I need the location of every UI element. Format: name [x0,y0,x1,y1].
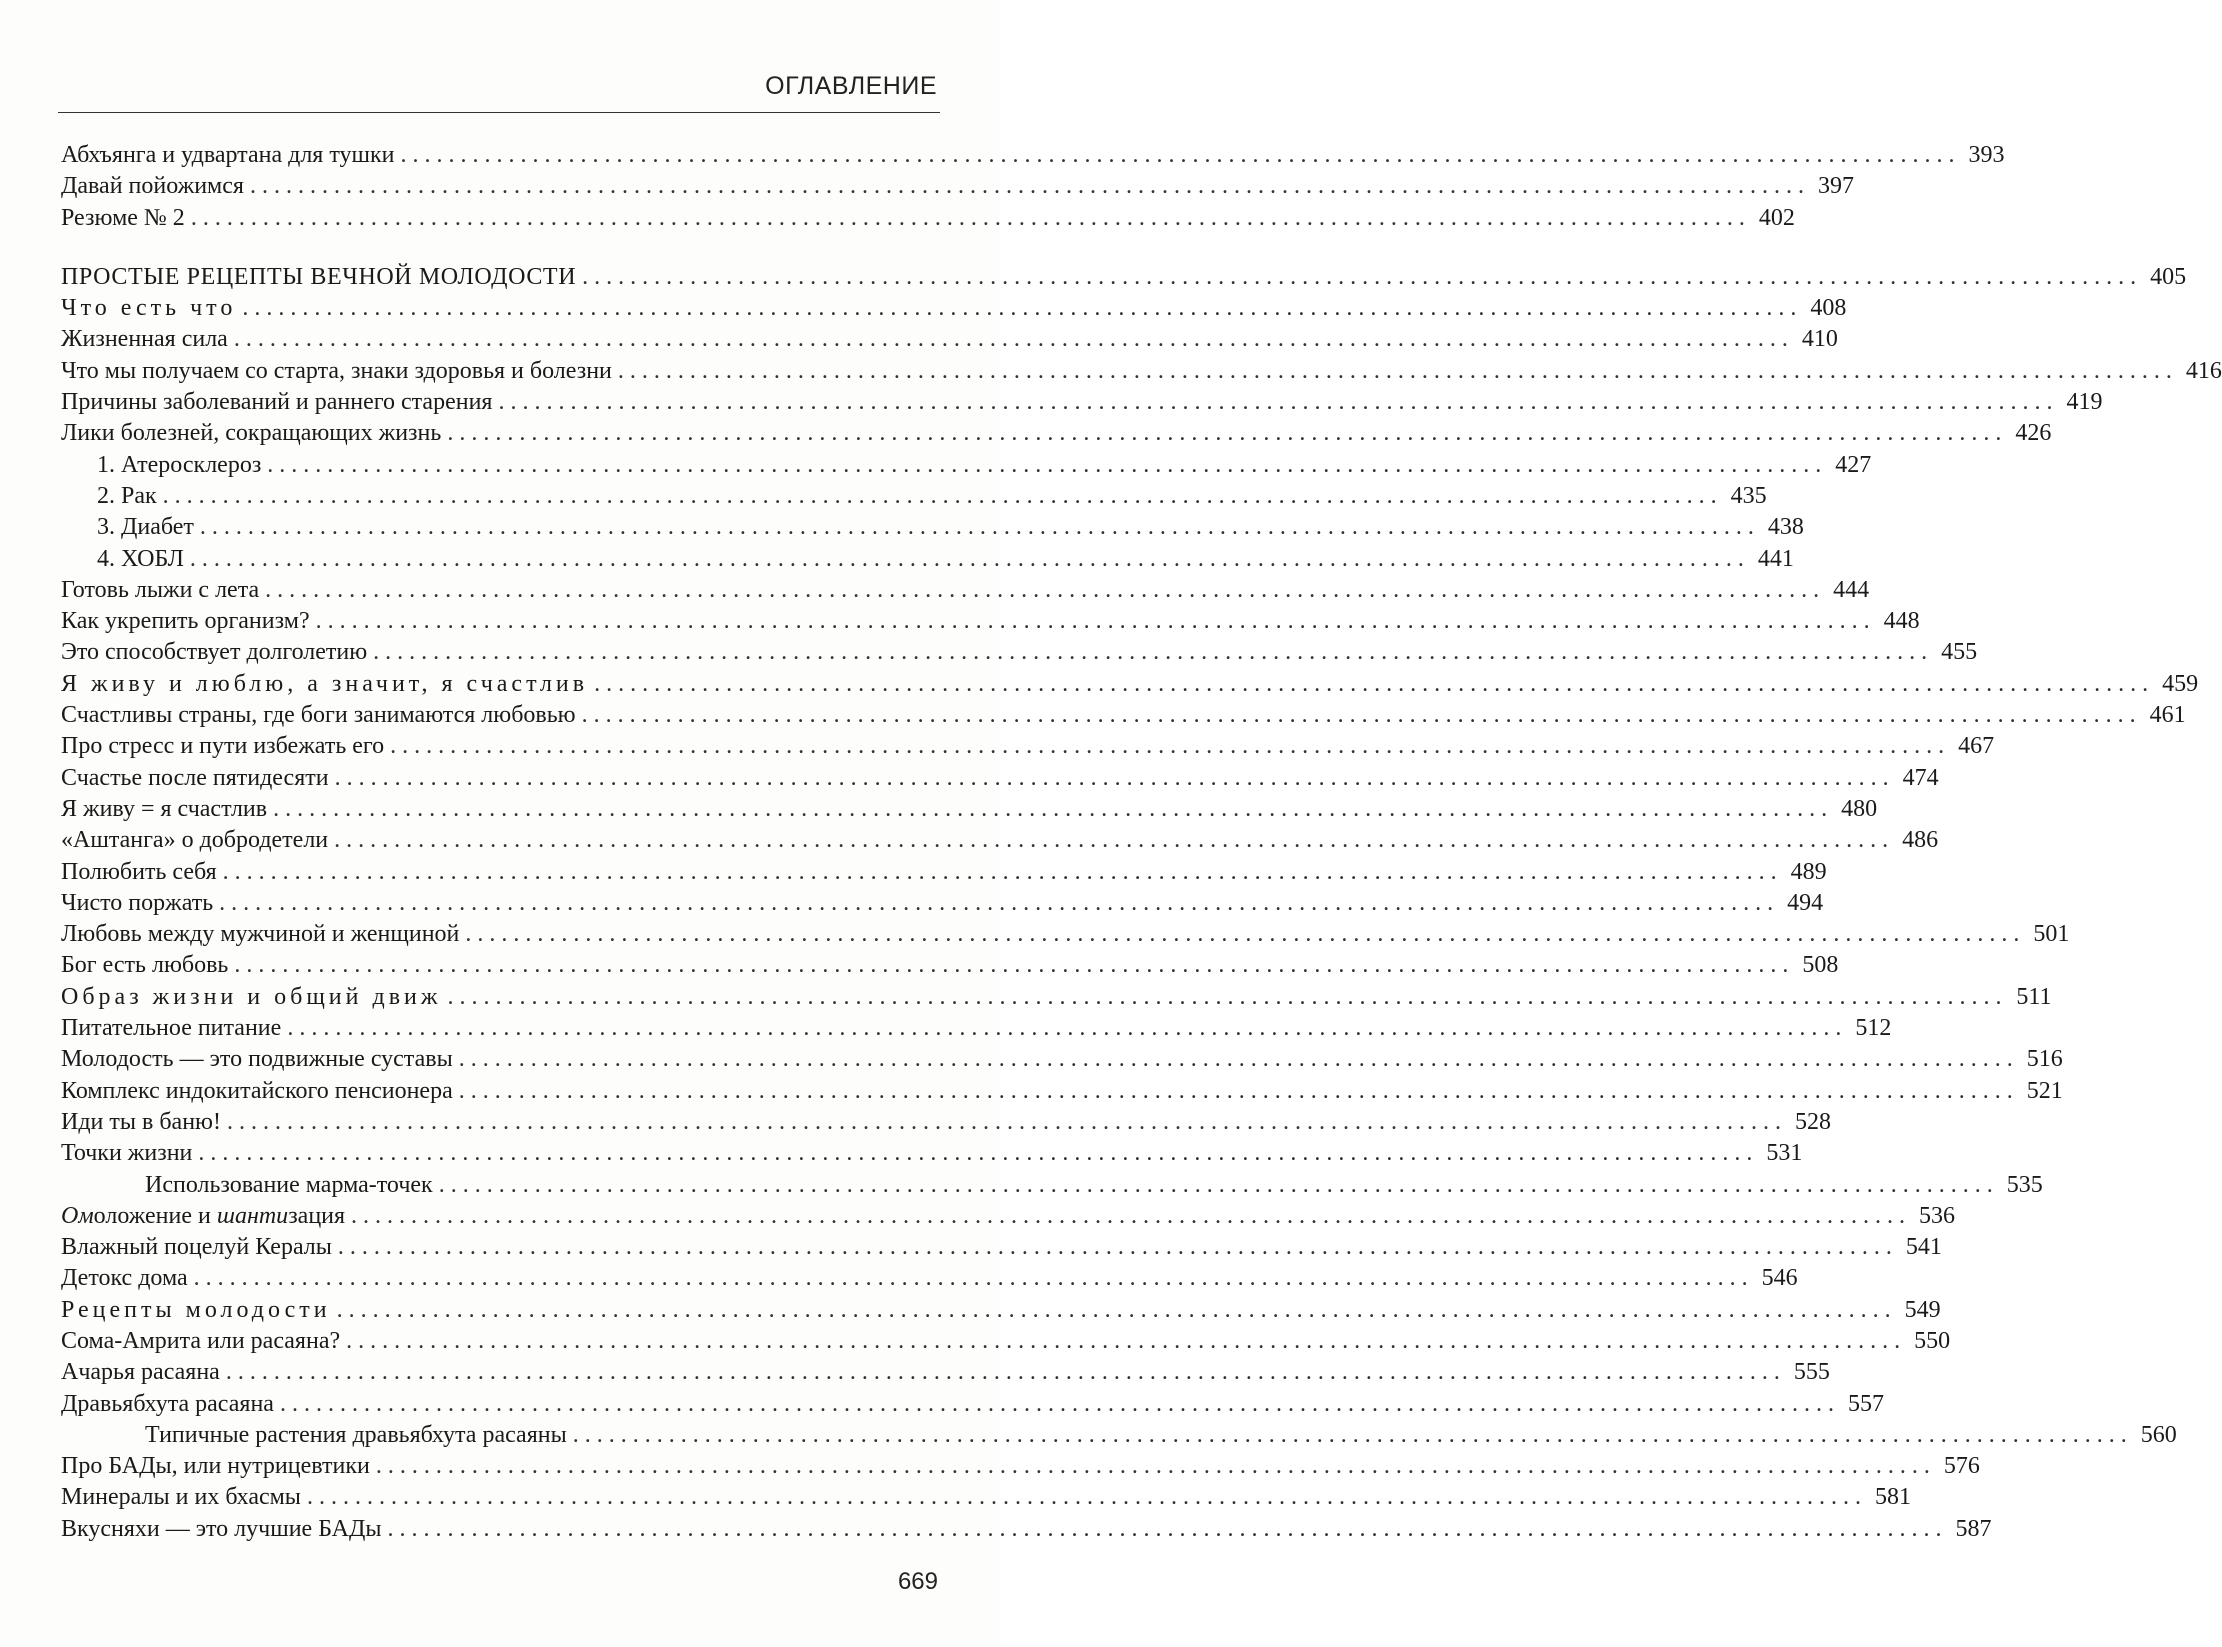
toc-entry-page: 441 [1757,545,1794,572]
toc-entry-page: 397 [1817,173,1854,200]
toc-leader-dots [459,1044,2013,1075]
toc-entry[interactable] [61,857,1827,888]
toc-entry-page: 408 [1810,295,1847,322]
toc-leader-dots [465,919,2019,950]
toc-entry-title: Чисто поржать [61,889,214,916]
toc-leader-dots [390,731,1944,762]
toc-leader-dots [573,1420,2127,1451]
toc-entry-title: Влажный поцелуй Кералы [61,1234,332,1261]
toc-entry[interactable] [61,418,2052,449]
toc-title-part: зация [288,1202,346,1229]
toc-leader-dots [447,418,2001,449]
toc-entry-page: 516 [2026,1046,2063,1073]
toc-entry[interactable] [61,982,2052,1013]
toc-entry-page: 402 [1758,204,1795,231]
toc-entry-title: Сома-Амрита или расаяна? [61,1327,341,1354]
toc-entry-page: 405 [2150,263,2187,290]
toc-entry-title: Счастливы страны, где боги занимаются любовью [61,702,576,729]
toc-leader-dots [163,481,1717,512]
toc-entry-page: 550 [1914,1327,1951,1354]
toc-entry-page: 410 [1801,326,1838,353]
toc-section-heading[interactable] [61,262,2187,293]
toc-leader-dots [242,293,1796,324]
toc-leader-dots [338,1232,1892,1263]
toc-entry-title: Это способствует долголетию [61,639,368,666]
toc-entry[interactable] [61,1389,1884,1420]
toc-entry[interactable] [61,1357,1830,1388]
toc-entry-page: 486 [1902,827,1939,854]
toc-entry-page: 461 [2149,702,2186,729]
toc-leader-dots [337,1295,1891,1326]
toc-entry-page: 521 [2026,1077,2063,1104]
toc-leader-dots [191,203,1745,234]
toc-entry-page: 455 [1941,639,1978,666]
toc-entry[interactable] [61,1107,1831,1138]
toc-entry[interactable] [61,1263,1798,1294]
toc-entry[interactable] [61,1514,1992,1545]
toc-leader-dots [582,262,2136,293]
toc-entry-title: Про БАДы, или нутрицевтики [61,1453,370,1480]
toc-entry-page: 474 [1902,764,1939,791]
toc-leader-dots [287,1013,1841,1044]
toc-entry-title: Абхъянга и удвартана для тушки [61,142,395,168]
toc-entry[interactable] [61,1076,2063,1107]
running-title: ОГЛАВЛЕНИЕ [765,72,937,100]
toc-entry-title: Про стресс и пути избежать его [61,733,385,760]
toc-entry-title: Жизненная сила [61,326,228,353]
toc-entry-title [61,1201,345,1232]
toc-entry[interactable] [61,1013,1892,1044]
toc-leader-dots [335,763,1889,794]
toc-title-italic-part: Ом [61,1202,94,1229]
toc-entry-title: Что мы получаем со старта, знаки здоровья и болезни [61,357,612,384]
toc-leader-dots [307,1482,1861,1513]
toc-entry-page: 480 [1841,795,1878,822]
toc-leader-dots [459,1076,2013,1107]
toc-leader-dots [439,1170,1993,1201]
toc-entry-page: 459 [2162,670,2199,697]
toc-entry-title: «Аштанга» о добродетели [61,827,329,854]
toc-entry-title: Причины заболеваний и раннего старения [61,389,493,416]
toc-entry-title: Лики болезней, сокращающих жизнь [61,420,442,447]
toc-leader-dots [250,171,1804,202]
toc-leader-dots [447,982,2001,1013]
toc-entry-page: 549 [1904,1296,1941,1323]
toc-leader-dots [200,512,1754,543]
toc-title-part: оложение и [93,1202,217,1229]
toc-entry-title: Я живу и люблю, а значит, я счастлив [61,670,589,697]
toc-subentry[interactable] [61,481,1767,512]
toc-entry-page: 419 [2066,389,2103,416]
toc-entry-title: Вкусняхи — это лучшие БАДы [61,1515,382,1542]
toc-leader-dots [618,356,2172,387]
toc-entry-title: Комплекс индокитайского пенсионера [61,1077,453,1104]
toc-entry-title: Давай пойожимся [61,173,244,200]
toc-entry-title: Образ жизни и общий движ [61,983,442,1010]
toc-entry-page: 531 [1766,1140,1803,1167]
toc-entry-title: Бог есть любовь [61,952,229,979]
toc-leader-dots [226,1357,1780,1388]
toc-entry-page: 438 [1767,514,1804,541]
toc-entry-title: 3. Диабет [97,514,194,541]
toc-entry-page: 467 [1958,733,1995,760]
toc-entry[interactable] [61,888,1824,919]
toc-entry-page: 448 [1883,608,1920,635]
toc-leader-dots [265,575,1819,606]
toc-entry[interactable] [61,1138,1803,1169]
toc-entry-page: 576 [1943,1453,1980,1480]
toc-entry[interactable] [61,825,1939,856]
toc-entry[interactable] [61,919,2070,950]
toc-entry-title: Точки жизни [61,1140,193,1167]
toc-entry-page: 536 [1919,1202,1956,1229]
toc-entry-title: Иди ты в баню! [61,1108,221,1135]
toc-entry-title: Полюбить себя [61,858,217,885]
toc-entry[interactable] [61,637,1978,668]
toc-entry-page: 508 [1802,952,1839,979]
toc-entry-page: 546 [1761,1265,1798,1292]
toc-entry-page: 489 [1790,858,1827,885]
toc-entry-page: 426 [2015,420,2052,447]
toc-entry-page: 511 [2016,983,2052,1010]
page-number: 669 [897,1568,938,1595]
toc-entry[interactable] [61,203,1795,234]
toc-entry-title: Как укрепить организм? [61,608,310,635]
toc-leader-dots [373,637,1927,668]
table-of-contents [61,140,2222,1545]
toc-leader-dots [234,950,1788,981]
toc-subentry[interactable] [61,1420,2177,1451]
toc-entry[interactable] [61,794,1878,825]
toc-entry-title: Ачарья расаяна [61,1359,220,1386]
toc-leader-dots [273,794,1827,825]
toc-entry[interactable] [61,700,2186,731]
toc-subentry[interactable] [61,512,1804,543]
toc-leader-dots [194,1263,1748,1294]
toc-entry-title: 1. Атеросклероз [97,451,262,478]
toc-entry-title: Что есть что [61,295,237,322]
toc-entry-page: 501 [2033,921,2070,948]
toc-entry-page: 435 [1730,482,1767,509]
toc-leader-dots [280,1389,1834,1420]
toc-leader-dots [376,1451,1930,1482]
toc-subentry[interactable] [61,450,1872,481]
toc-entry-title: Минералы и их бхасмы [61,1484,301,1511]
toc-entry-page: 528 [1794,1108,1831,1135]
toc-title-italic-part: шанти [216,1202,289,1229]
toc-entry-page: 557 [1847,1390,1884,1417]
toc-leader-dots [234,324,1788,355]
toc-entry[interactable] [61,1326,1951,1357]
toc-entry-page: 587 [1955,1515,1992,1542]
toc-entry-title: Резюме № 2 [61,204,185,231]
toc-leader-dots [267,450,1821,481]
toc-entry[interactable] [61,606,1920,637]
toc-entry[interactable] [61,763,1939,794]
toc-leader-dots [388,1514,1942,1545]
toc-leader-dots [223,857,1777,888]
toc-leader-dots [498,387,2052,418]
toc-entry-title: Использование марма-точек [145,1171,433,1198]
toc-entry[interactable] [61,1201,1956,1232]
toc-entry[interactable] [61,293,1847,324]
toc-entry[interactable] [61,1295,1941,1326]
toc-entry-title: Дравьябхута расаяна [61,1390,274,1417]
toc-entry-title: Я живу = я счастлив [61,795,268,822]
toc-entry[interactable] [61,1451,1980,1482]
toc-entry-page: 560 [2140,1421,2177,1448]
toc-entry-title: Счастье после пятидесяти [61,764,329,791]
toc-leader-dots [219,888,1773,919]
toc-subentry[interactable] [61,1170,2043,1201]
toc-entry[interactable] [61,1232,1942,1263]
toc-entry-title: ПРОСТЫЕ РЕЦЕПТЫ ВЕЧНОЙ МОЛОДОСТИ [61,263,577,290]
toc-leader-dots [351,1201,1905,1232]
toc-entry[interactable] [61,324,1838,355]
toc-entry-title: Типичные растения дравьябхута расаяны [145,1421,567,1448]
toc-entry-page: 541 [1905,1234,1942,1261]
toc-entry-title: 2. Рак [97,482,157,509]
toc-entry-page: 512 [1855,1015,1892,1042]
toc-entry-title: Питательное питание [61,1015,282,1042]
toc-entry[interactable] [61,950,1839,981]
toc-entry-page: 494 [1787,889,1824,916]
toc-entry[interactable] [61,387,2103,418]
toc-entry[interactable] [61,1044,2063,1075]
toc-leader-dots [198,1138,1752,1169]
toc-leader-dots [316,606,1870,637]
toc-leader-dots [227,1107,1781,1138]
toc-entry[interactable] [61,731,1995,762]
toc-leader-dots [401,140,1955,171]
toc-entry[interactable] [61,669,2199,700]
toc-entry-title: Любовь между мужчиной и женщиной [61,921,460,948]
toc-leader-dots [346,1326,1900,1357]
toc-entry-page: 427 [1835,451,1872,478]
toc-entry-title: Готовь лыжи с лета [61,576,260,603]
toc-entry-title: 4. ХОБЛ [97,545,184,572]
toc-leader-dots [582,700,2136,731]
toc-subentry[interactable] [61,544,1794,575]
toc-entry-page: 416 [2185,357,2222,384]
toc-entry[interactable] [61,356,2222,387]
toc-entry[interactable] [61,575,1870,606]
toc-entry-page: 581 [1874,1484,1911,1511]
toc-entry-title: Молодость — это подвижные суставы [61,1046,453,1073]
toc-entry-page: 555 [1793,1359,1830,1386]
toc-leader-dots [190,544,1744,575]
toc-entry[interactable] [61,1482,1911,1513]
toc-entry-title: Детокс дома [61,1265,188,1292]
toc-entry-title: Рецепты молодости [61,1296,331,1323]
header-rule [58,112,940,113]
toc-leader-dots [594,669,2148,700]
toc-entry-page: 535 [2006,1171,2043,1198]
toc-entry[interactable] [61,140,2005,171]
toc-entry-page: 393 [1968,142,2005,168]
toc-entry[interactable] [61,171,1854,202]
toc-entry-page: 444 [1833,576,1870,603]
toc-leader-dots [334,825,1888,856]
